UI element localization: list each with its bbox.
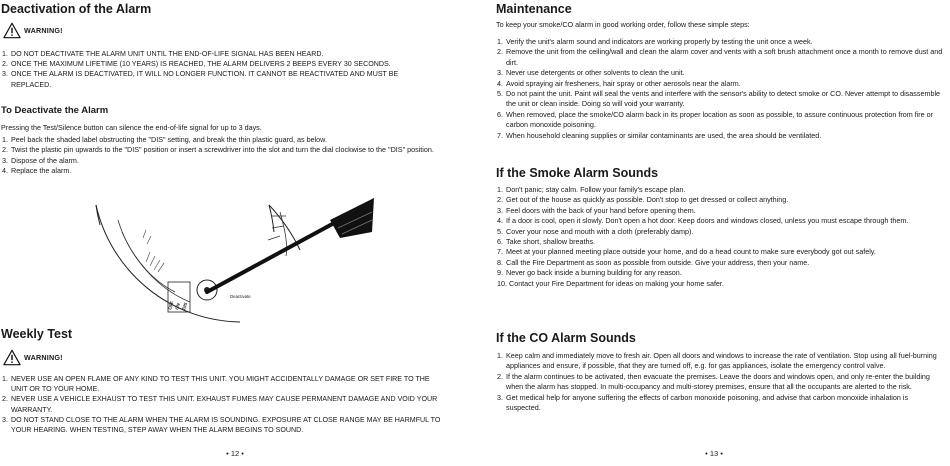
svg-text:OFF: OFF [167,300,175,311]
left-page [0,0,470,466]
list-item: 3. DO NOT STAND CLOSE TO THE ALARM WHEN THE ALARM IS SOUNDING. EXPOSURE AT CLOSE RANGE MAY BE HARMFUL TO YOUR HEARING. WHEN TESTING, STEP AWAY WHEN THE ALARM BEGINS TO SOUND. [2,415,441,435]
weekly-test-title: Weekly Test [1,327,73,341]
list-item: 2. NEVER USE A VEHICLE EXHAUST TO TEST THIS UNIT. EXHAUST FUMES MAY CAUSE PERMANENT DAMAGE AND VOID YOUR WARRANTY. [2,395,438,414]
list-item: 2. Remove the unit from the ceiling/wall and clean the alarm cover and vents with a soft brush attachment once a month to remove dust and dirt. [497,47,943,67]
maintenance-steps [496,37,944,141]
co-alarm-steps [496,351,944,413]
list-item: 7. When household cleaning supplies or similar contaminants are used, the area should be ventilated. [497,130,822,140]
deactivation-intro: Pressing the Test/Silence button can silence the end-of-life signal for up to 3 days. [1,123,262,132]
warning-label: WARNING! [24,352,63,362]
list-item: 4. Avoid spraying air fresheners, hair spray or other aerosols near the alarm. [497,78,741,88]
smoke-alarm-steps [496,185,944,289]
deactivation-steps [1,135,446,177]
vent-slots [143,230,164,272]
weekly-warning-list [1,374,441,435]
warning-triangle-icon [3,22,21,39]
list-item: 3. Dispose of the alarm. [2,155,79,165]
list-item: 6. Take short, shallow breaths. [497,237,596,247]
list-item: 3. ONCE THE ALARM IS DEACTIVATED, IT WILL NO LONGER FUNCTION. IT CANNOT BE REACTIVATED AND MUST BE REPLACED. [2,70,399,89]
list-item: 4. If a door is cool, open it slowly. Don't open a hot door. Keep doors and windows closed, unless you must escape through them. [497,216,909,226]
list-item: 8. Call the Fire Department as soon as possible from outside. Give your address, then your name. [497,257,810,267]
screwdriver-icon [207,198,374,292]
deactivation-warning-header [3,19,63,41]
page-number: • 13 • [705,449,723,458]
svg-text:ON: ON [174,302,181,311]
alarm-base-outline [96,205,300,322]
list-item: 1. Verify the unit's alarm sound and indicators are working properly by testing the unit once a week. [497,37,813,46]
maintenance-intro: To keep your smoke/CO alarm in good working order, follow these simple steps: [496,20,750,29]
svg-text:Deactivate: Deactivate [230,294,251,299]
warning-triangle-icon [3,349,21,366]
list-item: 4. Replace the alarm. [2,166,72,176]
list-item: 10. Contact your Fire Department for ideas on making your home safer. [497,278,724,288]
list-item: 2. Twist the plastic pin upwards to the "DIS" position or insert a screwdriver into the slot and turn the dial clockwise to the "DIS" position. [2,145,434,155]
maintenance-title: Maintenance [496,2,572,16]
list-item: 1. DO NOT DEACTIVATE THE ALARM UNIT UNTIL THE END-OF-LIFE SIGNAL HAS BEEN HEARD. [2,50,324,58]
deactivation-title: Deactivation of the Alarm [1,2,152,16]
deactivation-warning-list [1,49,411,90]
list-item: 3. Feel doors with the back of your hand before opening them. [497,205,696,215]
to-deactivate-subtitle: To Deactivate the Alarm [1,105,109,116]
list-item: 1. Don't panic; stay calm. Follow your family's escape plan. [497,185,686,194]
list-item: 7. Meet at your planned meeting place outside your home, and do a head count to make sure everybody got out safely. [497,247,876,257]
svg-text:DIS: DIS [181,301,189,311]
list-item: 1. Peel back the shaded label obstructing the "DIS" setting, and break the thin plastic guard, as below. [2,135,327,144]
list-item: 6. When removed, place the smoke/CO alarm back in its proper location as soon as possible, to assure continuous protection from fire or carbon monoxide poisoning. [497,109,934,130]
list-item: 5. Cover your nose and mouth with a cloth (preferably damp). [497,226,694,236]
list-item: 3. Never use detergents or other solvents to clean the unit. [497,68,685,78]
switch-label-box [168,282,190,312]
smoke-alarm-title: If the Smoke Alarm Sounds [496,166,659,180]
list-item: 2. If the alarm continues to be activated, then evacuate the premises. Leave the doors and windows open, and only re-enter the building when the alarm has stopped. In multi-occupancy and multi-storey premises, ensure that all the occupants are alerted to the risk. [497,371,930,392]
list-item: 2. ONCE THE MAXIMUM LIFETIME (10 YEARS) IS REACHED, THE ALARM DELIVERS 2 BEEPS EVERY 30 SECONDS. [2,60,391,69]
list-item: 9. Never go back inside a burning building for any reason. [497,268,682,278]
list-item: 1. Keep calm and immediately move to fresh air. Open all doors and windows to increase the rate of ventilation. Stop using all fuel-burning appliances and ensure, if possible, that they are turned off, e.g. for gas appliances, isolate the emergency control valve. [497,351,937,371]
page-number: • 12 • [226,449,244,458]
warning-label: WARNING! [24,25,63,35]
right-page [494,0,946,466]
alarm-inner-ring [118,212,287,302]
weekly-warning-header [3,346,63,368]
list-item: 3. Get medical help for anyone suffering the effects of carbon monoxide poisoning, and advise that carbon monoxide inhalation is suspected. [497,392,909,413]
list-item: 2. Get out of the house as quickly as possible. Don't stop to get dressed or collect anything. [497,195,789,205]
list-item: 1. NEVER USE AN OPEN FLAME OF ANY KIND TO TEST THIS UNIT. YOU MIGHT ACCIDENTALLY DAMAGE OR SET FIRE TO THE UNIT OR TO YOUR HOME. [2,375,430,394]
dial-labels [167,294,251,310]
dial [197,280,217,300]
co-alarm-title: If the CO Alarm Sounds [496,331,636,345]
list-item: 5. Do not paint the unit. Paint will seal the vents and interfere with the sensor's ability to detect smoke or CO. Never attempt to disassemble the unit or clean inside. Doing so will void your warranty. [497,89,941,109]
